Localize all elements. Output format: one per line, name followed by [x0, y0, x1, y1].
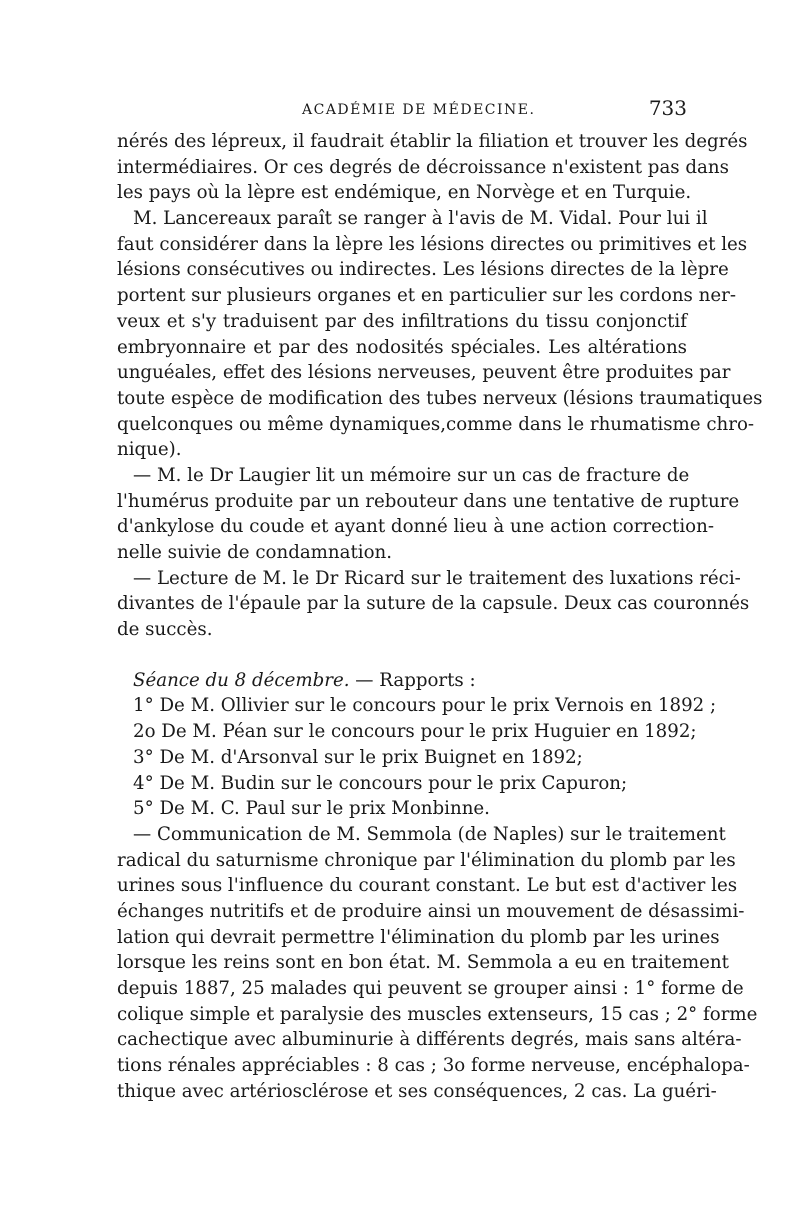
text-line: lorsque les reins sont en bon état. M. Semmola a eu en traitement [117, 952, 729, 974]
text-line: veux et s'y traduisent par des infiltrations du tissu conjonctif [117, 310, 687, 332]
paragraph-lancereaux [117, 206, 763, 463]
paragraph-laugier [117, 463, 740, 566]
rapport-item: 5° De M. C. Paul sur le prix Monbinne. [133, 798, 490, 820]
seance-date: Séance du 8 décembre. [133, 669, 350, 691]
text-line: cachectique avec albuminurie à différents degrés, mais sans altéra- [117, 1029, 742, 1051]
page-number: 733 [648, 96, 687, 120]
text-line: lation qui devrait permettre l'élimination du plomb par les urines [117, 926, 720, 948]
text-line: quelconques ou même dynamiques,comme dans le rhumatisme chro- [117, 413, 755, 435]
text-line: intermédiaires. Or ces degrés de décroissance n'existent pas dans [117, 156, 729, 178]
text-line: colique simple et paralysie des muscles extenseurs, 15 cas ; 2° forme [117, 1003, 758, 1025]
text-line: les pays où la lèpre est endémique, en Norvège et en Turquie. [117, 182, 692, 204]
rapport-item: 3° De M. d'Arsonval sur le prix Buignet en 1892; [133, 746, 583, 768]
text-line: de succès. [117, 619, 213, 641]
seance-heading [117, 668, 687, 694]
rapport-item: 1° De M. Ollivier sur le concours pour le prix Vernois en 1892 ; [133, 695, 717, 717]
text-line: — Communication de M. Semmola (de Naples) sur le traitement [133, 823, 726, 845]
text-line: divantes de l'épaule par la suture de la capsule. Deux cas couronnés [117, 593, 750, 615]
rapport-item: 4° De M. Budin sur le concours pour le prix Capuron; [133, 772, 628, 794]
text-line: nérés des lépreux, il faudrait établir la filiation et trouver les degrés [117, 131, 748, 152]
rapports-list [117, 693, 717, 821]
text-line: échanges nutritifs et de produire ainsi un mouvement de désassimi- [117, 900, 745, 922]
text-line: toute espèce de modification des tubes nerveux (lésions traumatiques [117, 387, 763, 409]
paragraph-ricard [117, 566, 750, 643]
text-line: nique). [117, 439, 182, 461]
text-line: depuis 1887, 25 malades qui peuvent se grouper ainsi : 1° forme de [117, 978, 744, 999]
text-line: l'humérus produite par un rebouteur dans une tentative de rupture [117, 490, 740, 512]
seance-rest: — Rapports : [349, 669, 476, 691]
running-title: ACADÉMIE DE MÉDECINE. [302, 102, 536, 118]
text-line: radical du saturnisme chronique par l'élimination du plomb par les [117, 849, 736, 871]
rapport-item: 2o De M. Péan sur le concours pour le prix Huguier en 1892; [133, 721, 697, 743]
running-header [117, 96, 687, 130]
text-line: embryonnaire et par des nodosités spéciales. Les altérations [117, 336, 687, 358]
text-line: — M. le Dr Laugier lit un mémoire sur un cas de fracture de [133, 464, 690, 486]
text-line: faut considérer dans la lèpre les lésions directes ou primitives et les [117, 233, 748, 255]
text-line: urines sous l'influence du courant constant. Le but est d'activer les [117, 875, 738, 897]
text-line: tions rénales appréciables : 8 cas ; 3o forme nerveuse, encéphalopa- [117, 1055, 750, 1077]
body-text [117, 129, 763, 1104]
text-line: thique avec artériosclérose et ses conséquences, 2 cas. La guéri- [117, 1080, 717, 1102]
text-line: — Lecture de M. le Dr Ricard sur le traitement des luxations réci- [133, 567, 741, 589]
text-line: lésions consécutives ou indirectes. Les lésions directes de la lèpre [117, 259, 729, 281]
text-line: d'ankylose du coude et ayant donné lieu à une action correction- [117, 516, 714, 538]
paragraph-continuation [117, 129, 748, 206]
text-line: unguéales, effet des lésions nerveuses, peuvent être produites par [117, 362, 731, 384]
text-line: nelle suivie de condamnation. [117, 542, 393, 563]
text-line: portent sur plusieurs organes et en particulier sur les cordons ner- [117, 285, 736, 307]
section-gap [117, 643, 687, 668]
text-line: M. Lancereaux paraît se ranger à l'avis de M. Vidal. Pour lui il [133, 208, 708, 230]
paragraph-semmola [117, 822, 758, 1105]
